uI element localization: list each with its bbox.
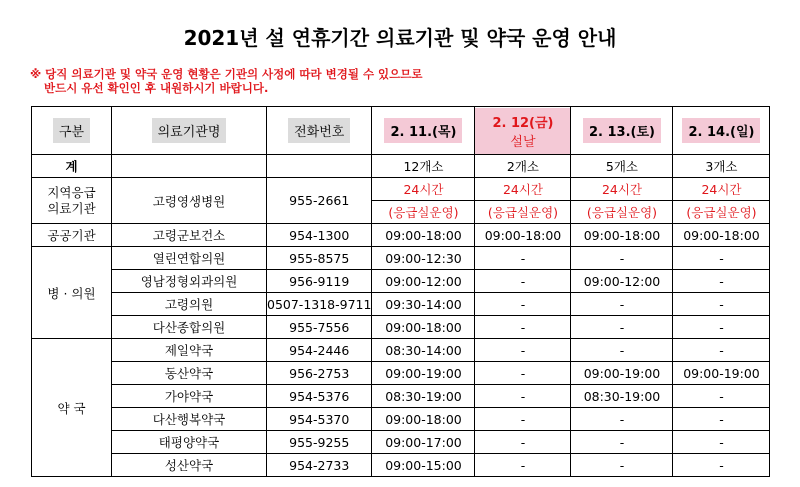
emergency-note-d4: (응급실운영) <box>673 201 770 224</box>
hours-d3: - <box>571 293 673 316</box>
facility-name: 태평양약국 <box>112 431 267 454</box>
hours-d2: - <box>475 408 571 431</box>
table-row <box>32 293 770 316</box>
facility-name: 영남정형외과의원 <box>112 270 267 293</box>
pharmacies-category: 약 국 <box>32 339 112 477</box>
facility-phone: 954-5376 <box>267 385 372 408</box>
hours-d2: - <box>475 362 571 385</box>
hours-d2: - <box>475 431 571 454</box>
public-category: 공공기관 <box>32 224 112 247</box>
facility-phone: 954-2446 <box>267 339 372 362</box>
total-d3: 5개소 <box>571 155 673 178</box>
public-d3: 09:00-18:00 <box>571 224 673 247</box>
emergency-row <box>32 178 770 201</box>
notice-line-2: 반드시 유선 확인인 후 내원하시기 바랍니다. <box>44 81 269 95</box>
facility-name: 다산종합의원 <box>112 316 267 339</box>
total-d4: 3개소 <box>673 155 770 178</box>
header-date-2-holiday: 설날 <box>510 134 536 150</box>
table-row <box>32 270 770 293</box>
hours-d3: 08:30-19:00 <box>571 385 673 408</box>
total-d2: 2개소 <box>475 155 571 178</box>
emergency-hours-d2: 24시간 <box>475 178 571 201</box>
emergency-hours-d4: 24시간 <box>673 178 770 201</box>
facility-name: 가야약국 <box>112 385 267 408</box>
hours-d3: - <box>571 454 673 477</box>
facility-phone: 954-2733 <box>267 454 372 477</box>
hours-d4: - <box>673 431 770 454</box>
hours-d1: 09:00-15:00 <box>372 454 475 477</box>
total-row <box>32 155 770 178</box>
hours-d3: 09:00-12:00 <box>571 270 673 293</box>
facility-phone: 955-7556 <box>267 316 372 339</box>
header-date-1: 2. 11.(목) <box>372 107 475 155</box>
table-row <box>32 454 770 477</box>
facility-name: 성산약국 <box>112 454 267 477</box>
hours-d1: 09:00-19:00 <box>372 362 475 385</box>
table-row <box>32 408 770 431</box>
public-d4: 09:00-18:00 <box>673 224 770 247</box>
header-date-3: 2. 13.(토) <box>571 107 673 155</box>
table-row <box>32 362 770 385</box>
header-row <box>32 107 770 155</box>
header-phone: 전화번호 <box>267 107 372 155</box>
hours-d1: 09:00-18:00 <box>372 408 475 431</box>
hours-d2: - <box>475 385 571 408</box>
hours-d1: 09:00-17:00 <box>372 431 475 454</box>
hours-d1: 09:00-12:30 <box>372 247 475 270</box>
hours-d2: - <box>475 270 571 293</box>
emergency-category: 지역응급 의료기관 <box>32 178 112 224</box>
clinics-category: 병 · 의원 <box>32 247 112 339</box>
hours-d1: 08:30-19:00 <box>372 385 475 408</box>
table-row <box>32 247 770 270</box>
hours-d2: - <box>475 454 571 477</box>
emergency-phone: 955-2661 <box>267 178 372 224</box>
public-row <box>32 224 770 247</box>
hours-d2: - <box>475 247 571 270</box>
facility-name: 열린연합의원 <box>112 247 267 270</box>
emergency-hours-d1: 24시간 <box>372 178 475 201</box>
header-category: 구분 <box>32 107 112 155</box>
hours-d3: - <box>571 408 673 431</box>
hours-d4: - <box>673 316 770 339</box>
header-date-2 <box>475 107 571 155</box>
header-name: 의료기관명 <box>112 107 267 155</box>
public-name: 고령군보건소 <box>112 224 267 247</box>
public-d1: 09:00-18:00 <box>372 224 475 247</box>
table-row <box>32 431 770 454</box>
hours-d4: - <box>673 247 770 270</box>
hours-d4: - <box>673 293 770 316</box>
notice-line-1: ※ 당직 의료기관 및 약국 운영 현황은 기관의 사정에 따라 변경될 수 있으므로 <box>30 67 423 81</box>
hours-d4: - <box>673 339 770 362</box>
facility-phone: 955-8575 <box>267 247 372 270</box>
total-d1: 12개소 <box>372 155 475 178</box>
hours-d2: - <box>475 293 571 316</box>
header-date-2-date: 2. 12(금) <box>492 115 554 131</box>
facility-name: 다산행복약국 <box>112 408 267 431</box>
emergency-note-d3: (응급실운영) <box>571 201 673 224</box>
facility-phone: 956-9119 <box>267 270 372 293</box>
facility-phone: 956-2753 <box>267 362 372 385</box>
hours-d1: 09:00-18:00 <box>372 316 475 339</box>
hours-d3: 09:00-19:00 <box>571 362 673 385</box>
emergency-hours-d3: 24시간 <box>571 178 673 201</box>
total-label: 계 <box>32 155 112 178</box>
facility-phone: 954-5370 <box>267 408 372 431</box>
hours-d4: - <box>673 385 770 408</box>
schedule-table <box>31 106 770 477</box>
hours-d2: - <box>475 316 571 339</box>
facility-name: 동산약국 <box>112 362 267 385</box>
hours-d4: - <box>673 270 770 293</box>
emergency-name: 고령영생병원 <box>112 178 267 224</box>
table-row <box>32 339 770 362</box>
public-d2: 09:00-18:00 <box>475 224 571 247</box>
table-row <box>32 385 770 408</box>
table-row <box>32 316 770 339</box>
hours-d3: - <box>571 339 673 362</box>
facility-name: 고령의원 <box>112 293 267 316</box>
hours-d3: - <box>571 431 673 454</box>
hours-d4: 09:00-19:00 <box>673 362 770 385</box>
hours-d4: - <box>673 454 770 477</box>
facility-name: 제일약국 <box>112 339 267 362</box>
notice <box>30 67 423 95</box>
hours-d1: 09:30-14:00 <box>372 293 475 316</box>
facility-phone: 0507-1318-9711 <box>267 293 372 316</box>
header-date-4: 2. 14.(일) <box>673 107 770 155</box>
facility-phone: 955-9255 <box>267 431 372 454</box>
hours-d3: - <box>571 247 673 270</box>
emergency-note-d2: (응급실운영) <box>475 201 571 224</box>
page-title: 2021년 설 연휴기간 의료기관 및 약국 운영 안내 <box>183 26 617 50</box>
hours-d2: - <box>475 339 571 362</box>
hours-d4: - <box>673 408 770 431</box>
hours-d1: 08:30-14:00 <box>372 339 475 362</box>
hours-d1: 09:00-12:00 <box>372 270 475 293</box>
public-phone: 954-1300 <box>267 224 372 247</box>
emergency-note-d1: (응급실운영) <box>372 201 475 224</box>
hours-d3: - <box>571 316 673 339</box>
